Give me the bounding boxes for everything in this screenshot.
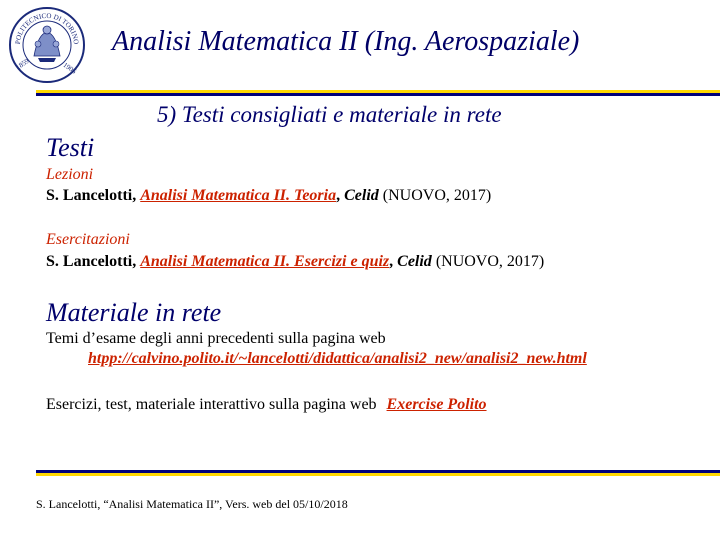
esercitazioni-note: (NUOVO, 2017) xyxy=(435,253,545,270)
exercise-polito-link[interactable]: Exercise Polito xyxy=(386,396,487,413)
lezioni-note: (NUOVO, 2017) xyxy=(382,187,492,204)
lezioni-publisher: Celid xyxy=(344,187,379,204)
lezioni-sep: , xyxy=(336,187,341,204)
header-rule-navy xyxy=(36,93,720,96)
logo-year-right: 1906 xyxy=(61,60,78,76)
esercizi-line xyxy=(46,396,487,414)
esercitazioni-publisher: Celid xyxy=(397,253,432,270)
esercitazioni-label: Esercitazioni xyxy=(46,231,130,248)
section-heading-materiale: Materiale in rete xyxy=(46,298,222,327)
esercitazioni-reference xyxy=(46,253,544,271)
footer-text: S. Lancelotti, “Analisi Matematica II”, Vers. web del 05/10/2018 xyxy=(36,497,348,511)
temi-url-link[interactable]: htpp://calvino.polito.it/~lancelotti/didattica/analisi2_new/analisi2_new.html xyxy=(88,350,587,367)
lezioni-label: Lezioni xyxy=(46,166,94,183)
esercitazioni-sep: , xyxy=(389,253,394,270)
lezioni-author: S. Lancelotti, xyxy=(46,187,137,204)
page-title: Analisi Matematica II (Ing. Aerospaziale) xyxy=(112,26,580,57)
lezioni-book-link[interactable]: Analisi Matematica II. Teoria xyxy=(140,187,337,204)
esercitazioni-author: S. Lancelotti, xyxy=(46,253,137,270)
slide-subtitle: 5) Testi consigliati e materiale in rete xyxy=(157,102,502,127)
logo-text-top: POLITECNICO DI TORINO xyxy=(13,11,81,45)
esercitazioni-book-link[interactable]: Analisi Matematica II. Esercizi e quiz xyxy=(140,253,390,270)
esercizi-text: Esercizi, test, materiale interattivo sulla pagina web xyxy=(46,396,377,413)
lezioni-reference xyxy=(46,187,491,205)
section-heading-testi: Testi xyxy=(46,133,95,162)
logo-year-left: 1859 xyxy=(14,56,31,72)
temi-text: Temi d’esame degli anni precedenti sulla pagina web xyxy=(46,330,386,347)
footer-rule-yellow xyxy=(36,473,720,476)
politecnico-logo xyxy=(8,6,86,84)
